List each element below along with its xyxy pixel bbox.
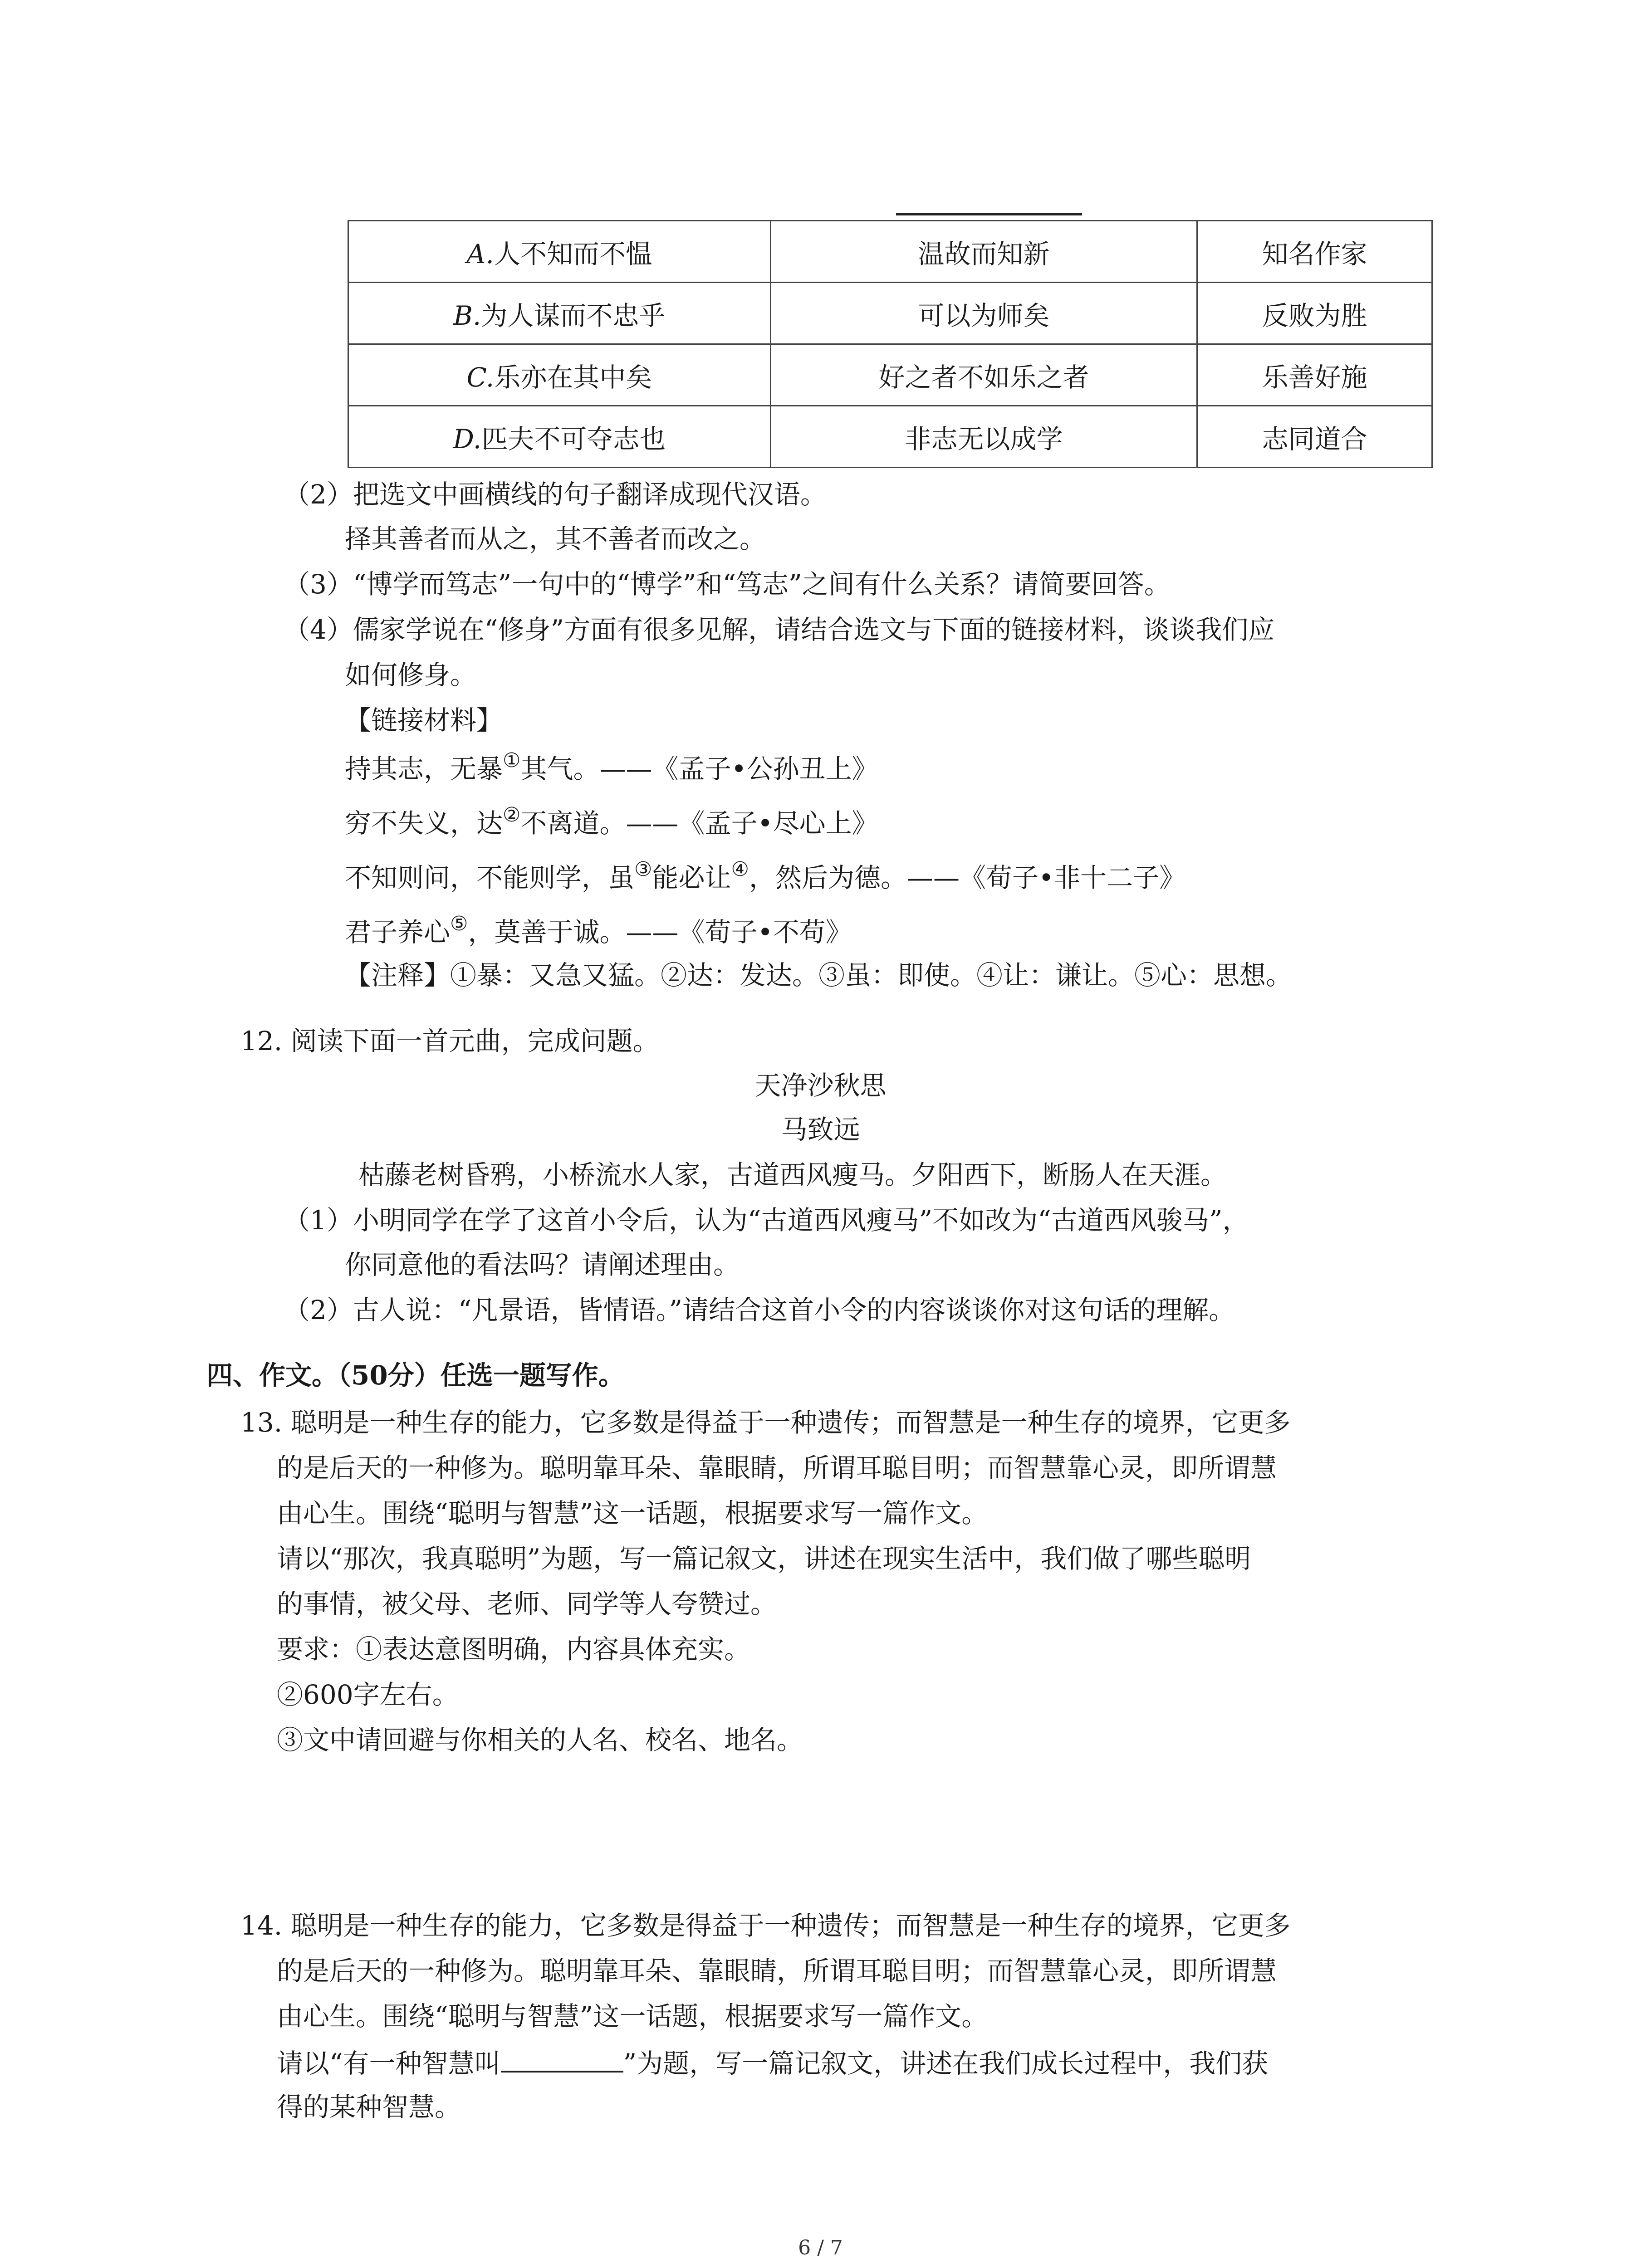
page-number: 6 / 7 bbox=[798, 2236, 843, 2259]
q12-sub1-line1: （1）小明同学在学了这首小令后，认为“古道西风瘦马”不如改为“古道西风骏马”， bbox=[284, 1205, 1249, 1236]
q12-sub1-line2: 你同意他的看法吗？请阐述理由。 bbox=[345, 1249, 740, 1280]
poem-author: 马致远 bbox=[781, 1114, 860, 1145]
link-material-3: 不知则问，不能则学，虽③能必让④，然后为德。——《荀子•非十二子》 bbox=[345, 857, 1186, 893]
table-cell: 知名作家 bbox=[1197, 221, 1432, 283]
q14-line: 14. 聪明是一种生存的能力，它多数是得益于一种遗传；而智慧是一种生存的境界，它更多 bbox=[240, 1910, 1291, 1941]
q13-line: 请以“那次，我真聪明”为题，写一篇记叙文，讲述在现实生活中，我们做了哪些聪明 bbox=[277, 1543, 1251, 1574]
table-cell: 可以为师矣 bbox=[770, 283, 1197, 344]
table-row bbox=[348, 221, 1432, 283]
options-table bbox=[348, 220, 1433, 468]
q14-line: 由心生。围绕“聪明与智慧”这一话题，根据要求写一篇作文。 bbox=[277, 2001, 988, 2032]
table-cell: 温故而知新 bbox=[770, 221, 1197, 283]
link-material-2: 穷不失义，达②不离道。——《孟子•尽心上》 bbox=[345, 803, 878, 839]
q13-line: 13. 聪明是一种生存的能力，它多数是得益于一种遗传；而智慧是一种生存的境界，它更多 bbox=[240, 1407, 1291, 1438]
link-material-title: 【链接材料】 bbox=[345, 705, 503, 736]
table-cell: B.为人谋而不忠乎 bbox=[348, 283, 771, 344]
heading-rule bbox=[896, 213, 1082, 215]
poem-text: 枯藤老树昏鸦，小桥流水人家，古道西风瘦马。夕阳西下，断肠人在天涯。 bbox=[358, 1159, 1227, 1190]
table-cell: 反败为胜 bbox=[1197, 283, 1432, 344]
table-cell: 乐善好施 bbox=[1197, 344, 1432, 406]
fill-in-blank bbox=[501, 2043, 623, 2072]
q11-sub3: （3）“博学而笃志”一句中的“博学”和“笃志”之间有什么关系？请简要回答。 bbox=[284, 569, 1171, 600]
q11-sub2-sentence: 择其善者而从之，其不善者而改之。 bbox=[345, 523, 766, 554]
table-cell: 志同道合 bbox=[1197, 406, 1432, 468]
table-row bbox=[348, 344, 1432, 406]
link-material-notes: 【注释】①暴：又急又猛。②达：发达。③虽：即使。④让：谦让。⑤心：思想。 bbox=[345, 960, 1293, 991]
poem-title: 天净沙秋思 bbox=[754, 1070, 887, 1101]
q14-line: 的是后天的一种修为。聪明靠耳朵、靠眼睛，所谓耳聪目明；而智慧靠心灵，即所谓慧 bbox=[277, 1955, 1277, 1986]
link-material-4: 君子养心⑤，莫善于诚。——《荀子•不苟》 bbox=[345, 912, 852, 948]
q11-sub4-line2: 如何修身。 bbox=[345, 660, 477, 690]
q11-sub4-line1: （4）儒家学说在“修身”方面有很多见解，请结合选文与下面的链接材料，谈谈我们应 bbox=[284, 614, 1275, 645]
q13-line: 的是后天的一种修为。聪明靠耳朵、靠眼睛，所谓耳聪目明；而智慧靠心灵，即所谓慧 bbox=[277, 1452, 1277, 1483]
q11-sub2: （2）把选文中画横线的句子翻译成现代汉语。 bbox=[284, 479, 827, 510]
q14-line: 得的某种智慧。 bbox=[277, 2092, 461, 2122]
q12-intro: 12. 阅读下面一首元曲，完成问题。 bbox=[240, 1026, 659, 1056]
q13-line: ②600字左右。 bbox=[277, 1679, 459, 1710]
q13-line: 要求：①表达意图明确，内容具体充实。 bbox=[277, 1634, 751, 1665]
table-cell: A.人不知而不愠 bbox=[348, 221, 771, 283]
link-material-1: 持其志，无暴①其气。——《孟子•公孙丑上》 bbox=[345, 748, 878, 784]
table-cell: D.匹夫不可夺志也 bbox=[348, 406, 771, 468]
table-cell: 好之者不如乐之者 bbox=[770, 344, 1197, 406]
table-row bbox=[348, 283, 1432, 344]
section-heading: 四、作文。（50分）任选一题写作。 bbox=[206, 1360, 625, 1391]
q13-line: ③文中请回避与你相关的人名、校名、地名。 bbox=[277, 1725, 803, 1755]
q14-line: 请以“有一种智慧叫 ”为题，写一篇记叙文，讲述在我们成长过程中，我们获 bbox=[277, 2043, 1268, 2082]
table-cell: 非志无以成学 bbox=[770, 406, 1197, 468]
table-row bbox=[348, 406, 1432, 468]
table-cell: C.乐亦在其中矣 bbox=[348, 344, 771, 406]
q13-line: 的事情，被父母、老师、同学等人夸赞过。 bbox=[277, 1589, 777, 1619]
q13-line: 由心生。围绕“聪明与智慧”这一话题，根据要求写一篇作文。 bbox=[277, 1498, 988, 1529]
q12-sub2: （2）古人说：“凡景语，皆情语。”请结合这首小令的内容谈谈你对这句话的理解。 bbox=[284, 1295, 1235, 1325]
